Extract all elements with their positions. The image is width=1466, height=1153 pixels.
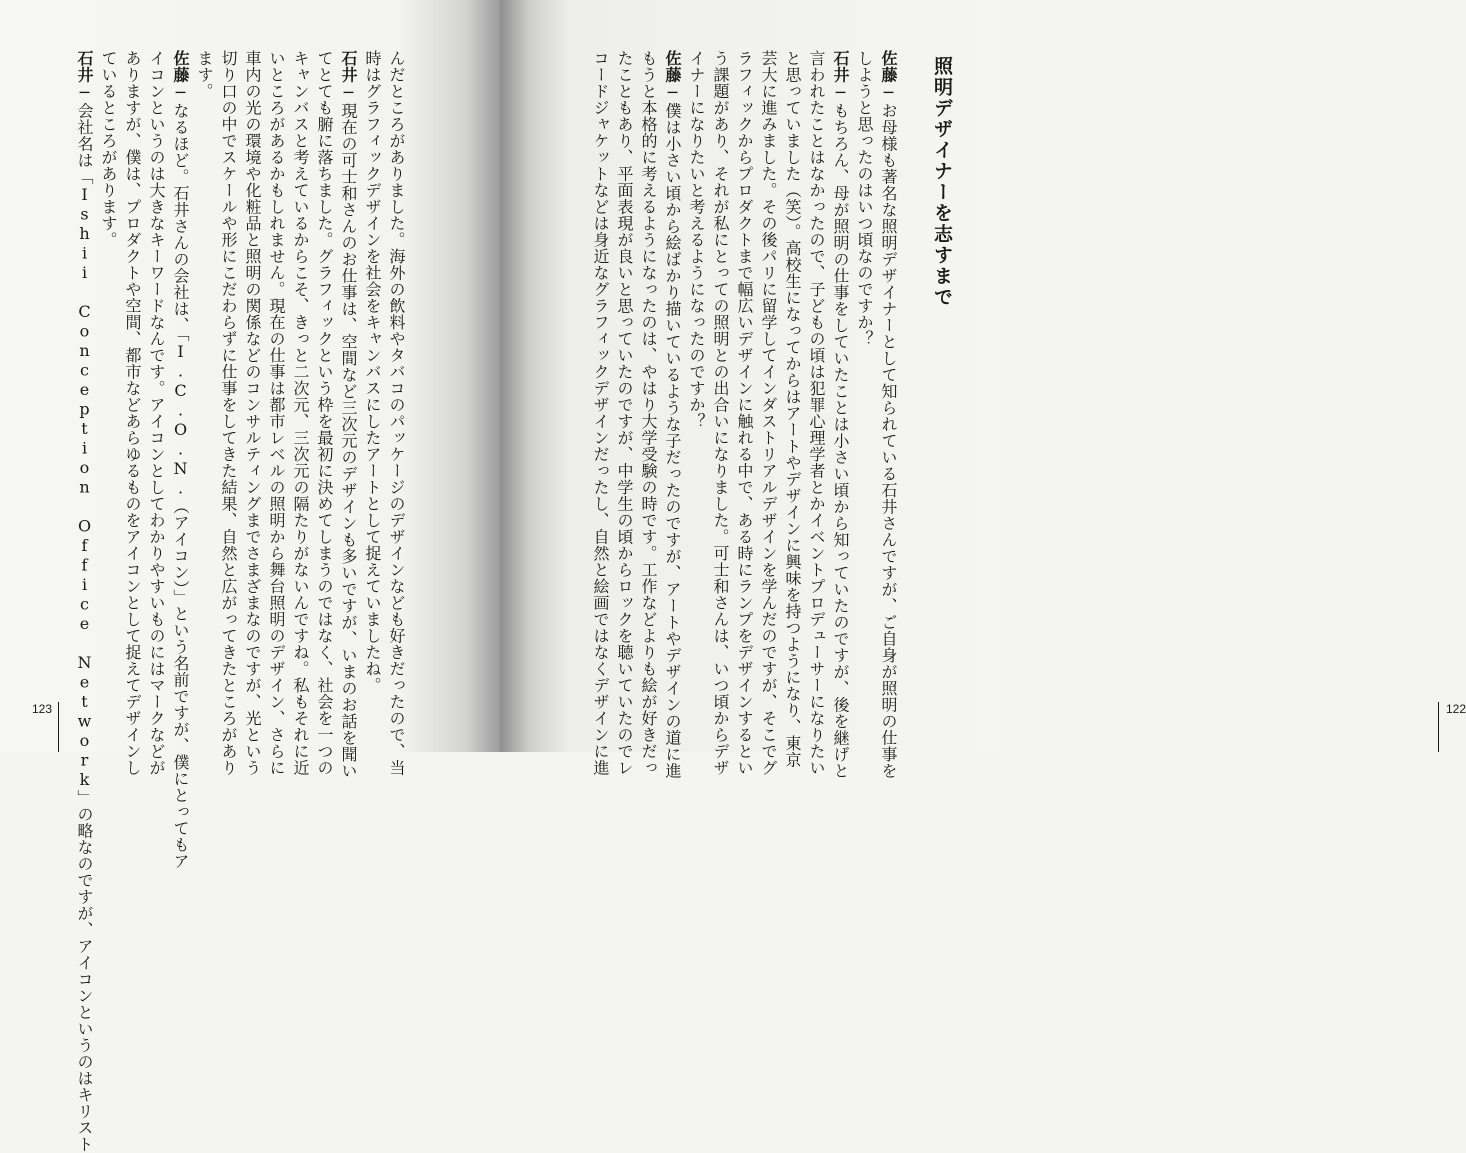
text-line — [144, 50, 168, 776]
line-text: ─会社名は「Ishii Conception Office Network」の略なのですが、アイコンというのはキリスト — [75, 83, 94, 1153]
line-text: と思っていました（笑）。高校生になってからはアートやデザインに興味を持つようになり、東京 — [783, 50, 802, 768]
line-text: ─現在の可士和さんのお仕事は、空間など三次元のデザインも多いですが、いまのお話を聞い — [339, 83, 358, 779]
line-text: てとても腑に落ちました。グラフィックという枠を最初に決めてしまうのではなく、社会を一つの — [315, 50, 334, 776]
text-line — [360, 50, 384, 694]
left-page — [0, 0, 500, 1153]
right-page-body — [570, 50, 900, 779]
text-line — [780, 50, 804, 768]
speaker-name: 石井 — [75, 50, 94, 83]
right-page — [500, 0, 1466, 779]
page-rule-right — [1438, 702, 1439, 752]
line-text: イナーになりたいと考えるようになったのですか？ — [687, 50, 706, 430]
text-line — [684, 50, 708, 665]
line-text: ─もちろん、母が照明の仕事をしていたことは小さい頃から知っていたのですが、後を継げと — [831, 83, 850, 779]
section-heading: 照明デザイナーを志すまで — [931, 56, 953, 308]
text-line — [264, 50, 288, 776]
line-text: 言われたことはなかったので、子どもの頃は犯罪心理学者とかイベントプロデューサーになりたい — [807, 50, 826, 776]
speaker-name: 佐藤 — [663, 50, 682, 83]
text-line — [876, 50, 900, 779]
text-line — [828, 50, 852, 779]
line-text: イコンというのは大きなキーワードなんです。アイコンとしてわかりやすいものにはマークなどが — [147, 50, 166, 776]
text-line — [120, 50, 144, 776]
text-line — [288, 50, 312, 776]
line-text: コードジャケットなどは身近なグラフィックデザインだったし、自然と絵画ではなくデザインに進 — [591, 50, 610, 776]
line-text: んだところがありました。海外の飲料やタバコのパッケージのデザインなども好きだったので、当 — [387, 50, 406, 776]
line-text: 時はグラフィックデザインを社会をキャンバスにしたアートとして捉えていましたね。 — [363, 50, 382, 694]
text-line — [240, 50, 264, 776]
text-line — [732, 50, 756, 776]
line-text: たこともあり、平面表現が良いと思っていたのですが、中学生の頃からロックを聴いていたのでレ — [615, 50, 634, 776]
line-text: 芸大に進みました。その後パリに留学してインダストリアルデザインを学んだのですが、そこでグ — [759, 50, 778, 776]
line-text: う課題があり、それが私にとっての照明との出合いになりました。可士和さんは、いつ頃からデザ — [711, 50, 730, 776]
text-line — [636, 50, 660, 776]
text-line — [72, 50, 96, 1153]
text-line — [612, 50, 636, 776]
text-line — [588, 50, 612, 776]
text-line — [384, 50, 408, 776]
text-line — [192, 50, 216, 665]
line-text: ラフィックからプロダクトまで幅広いデザインに触れる中で、ある時にランプをデザインするとい — [735, 50, 754, 776]
line-text: 車内の光の環境や化粧品と照明の関係などのコンサルティングまでさまざまなのですが、光という — [243, 50, 262, 776]
page-number-left: 123 — [32, 702, 53, 716]
text-line — [804, 50, 828, 776]
line-text: ているところがあります。 — [99, 50, 118, 248]
line-text: ありますが、僕は、プロダクトや空間、都市などあらゆるものをアイコンとして捉えてデザインし — [123, 50, 142, 776]
text-line — [852, 50, 876, 665]
speaker-name: 佐藤 — [171, 50, 190, 83]
text-line — [216, 50, 240, 776]
line-text: ─お母様も著名な照明デザイナーとして知られている石井さんですが、ご自身が照明の仕事を — [879, 83, 898, 779]
text-line — [756, 50, 780, 776]
text-line — [168, 50, 192, 870]
line-text: しようと思ったのはいつ頃なのですか？ — [855, 50, 874, 347]
line-text: もうと本格的に考えるようになったのは、やはり大学受験の時です。工作などよりも絵が好きだっ — [639, 50, 658, 776]
text-line — [336, 50, 360, 779]
text-line — [708, 50, 732, 776]
line-text: 切り口の中でスケールや形にこだわらずに仕事をしてきた結果、自然と広がってきたところがあり — [219, 50, 238, 776]
speaker-name: 石井 — [339, 50, 358, 83]
speaker-name: 佐藤 — [879, 50, 898, 83]
line-text: いところがあるかもしれません。現在の仕事は都市レベルの照明から舞台照明のデザイン、さらに — [267, 50, 286, 776]
page-rule-left — [58, 702, 59, 752]
text-line — [660, 50, 684, 779]
line-text: ─僕は小さい頃から絵ばかり描いているような子だったのですが、アートやデザインの道に進 — [663, 83, 682, 779]
text-line — [312, 50, 336, 776]
text-line — [96, 50, 120, 665]
speaker-name: 石井 — [831, 50, 850, 83]
page-number-right: 122 — [1446, 702, 1466, 716]
line-text: キャンバスと考えているからこそ、きっと二次元、三次元の隔たりがないんですね。私もそれに近 — [291, 50, 310, 776]
line-text: ─なるほど。石井さんの会社は、「I.C.O.N.（アイコン）」という名前ですが、僕にとってもア — [171, 83, 190, 870]
line-text: ます。 — [195, 50, 214, 100]
